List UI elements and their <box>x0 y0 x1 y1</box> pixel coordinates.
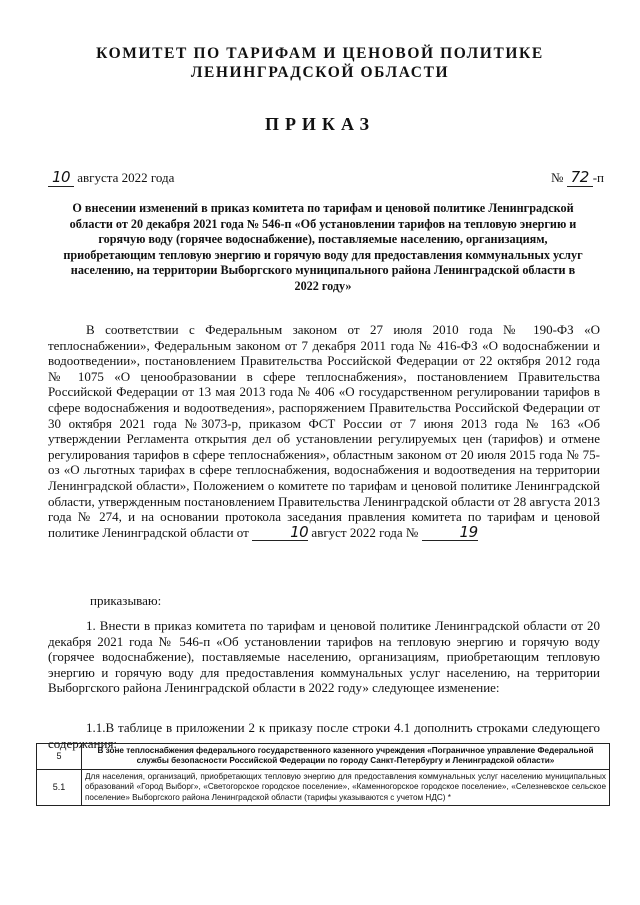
item-1: 1. Внести в приказ комитета по тарифам и ценовой политике Ленинградской области от 20 декабря 2021 года № 546-п «Об установлении тарифов на тепловую энергию и горячую воду (горячее водоснабжение), поставляемые населению, организациям, приобретающим тепловую энергию и горячую воду для предоставления коммунальных услуг населению, на территории Выборгского района Ленинградской области в 2022 году» следующее изменение: <box>48 618 600 696</box>
table-row-number: 5.1 <box>37 769 82 805</box>
protocol-date-rest: август 2022 года <box>311 524 403 540</box>
number-label: № <box>551 170 564 185</box>
organization-name-line2: ЛЕНИНГРАДСКОЙ ОБЛАСТИ <box>190 64 450 81</box>
handwritten-protocol-day: 10 <box>252 525 308 542</box>
document-type: ПРИКАЗ <box>264 114 376 134</box>
preamble-text: В соответствии с Федеральным законом от 27 июля 2010 года № 190-ФЗ «О теплоснабжении», Федеральным законом от 7 декабря 2011 года № 416-ФЗ «О водоснабжении и водоотведении», постановлением Правительства Российской Федерации от 22 октября 2012 года № 1075 «О ценообразовании в сфере теплоснабжения», постановлением Правительства Российской Федерации от 13 мая 2013 года № 406 «О государственном регулировании тарифов в сфере водоснабжения и водоотведения», распоряжением Правительства Российской Федерации от 30 октября 2021 года №3073-р, приказом ФСТ России от 7 июня 2013 года № 163 «Об утверждении Регламента открытия дел об установлении регулируемых цен (тарифов) и отмене регулирования тарифов в сфере теплоснабжения», областным законом от 20 июля 2015 года № 75-оз «О льготных тарифах в сфере теплоснабжения, водоснабжения и водоотведения на территории Ленинградской области», Положением о комитете по тарифам и ценовой политике Ленинградской области, утвержденным постановлением Правительства Ленинградской области от 28 августа 2013 года № 274, и на основании протокола заседания правления комитета по тарифам и ценовой политике Ленинградской области от <box>48 322 600 540</box>
preamble-paragraph <box>48 322 600 541</box>
tariff-table <box>36 743 610 806</box>
order-month-year: августа 2022 года <box>77 170 175 185</box>
order-date <box>48 168 174 187</box>
table-row <box>37 769 610 805</box>
table-row-text: Для населения, организаций, приобретающих тепловую энергию для предоставления коммунальных услуг населению муниципальных образований «Город Выборг», «Светогорское городское поселение», «Каменногорское городское поселение», «Селезневское сельское поселение» Выборгского района Ленинградской области (тарифы указываются с учетом НДС) * <box>82 769 610 805</box>
item-1-1: 1.1.В таблице в приложении 2 к приказу после строки 4.1 дополнить строками следующего содержания: <box>48 720 600 751</box>
table-row-number: 5 <box>37 744 82 770</box>
table-row-text: В зоне теплоснабжения федерального государственного казенного учреждения «Пограничное управление Федеральной службы безопасности Российской Федерации по городу Санкт-Петербургу и Ленинградской области» <box>82 744 610 770</box>
order-number <box>551 168 604 187</box>
number-suffix: -п <box>592 170 604 185</box>
handwritten-protocol-number: 19 <box>422 525 478 542</box>
table-row <box>37 744 610 770</box>
organization-name-line1: КОМИТЕТ ПО ТАРИФАМ И ЦЕНОВОЙ ПОЛИТИКЕ <box>96 45 544 62</box>
organization-header <box>60 44 580 82</box>
handwritten-day: 10 <box>48 168 74 187</box>
protocol-number-label: № <box>405 524 419 540</box>
handwritten-number: 72 <box>567 168 593 187</box>
order-word: приказываю: <box>90 593 162 608</box>
order-title: О внесении изменений в приказ комитета по тарифам и ценовой политике Ленинградской области от 20 декабря 2021 года № 546-п «Об установлении тарифов на тепловую энергию и горячую воду (горячее водоснабжение), поставляемые населению, организациям, приобретающим тепловую энергию и горячую воду для предоставления коммунальных услуг населению, на территории Выборгского муниципального района Ленинградской области в 2022 году» <box>63 201 583 293</box>
